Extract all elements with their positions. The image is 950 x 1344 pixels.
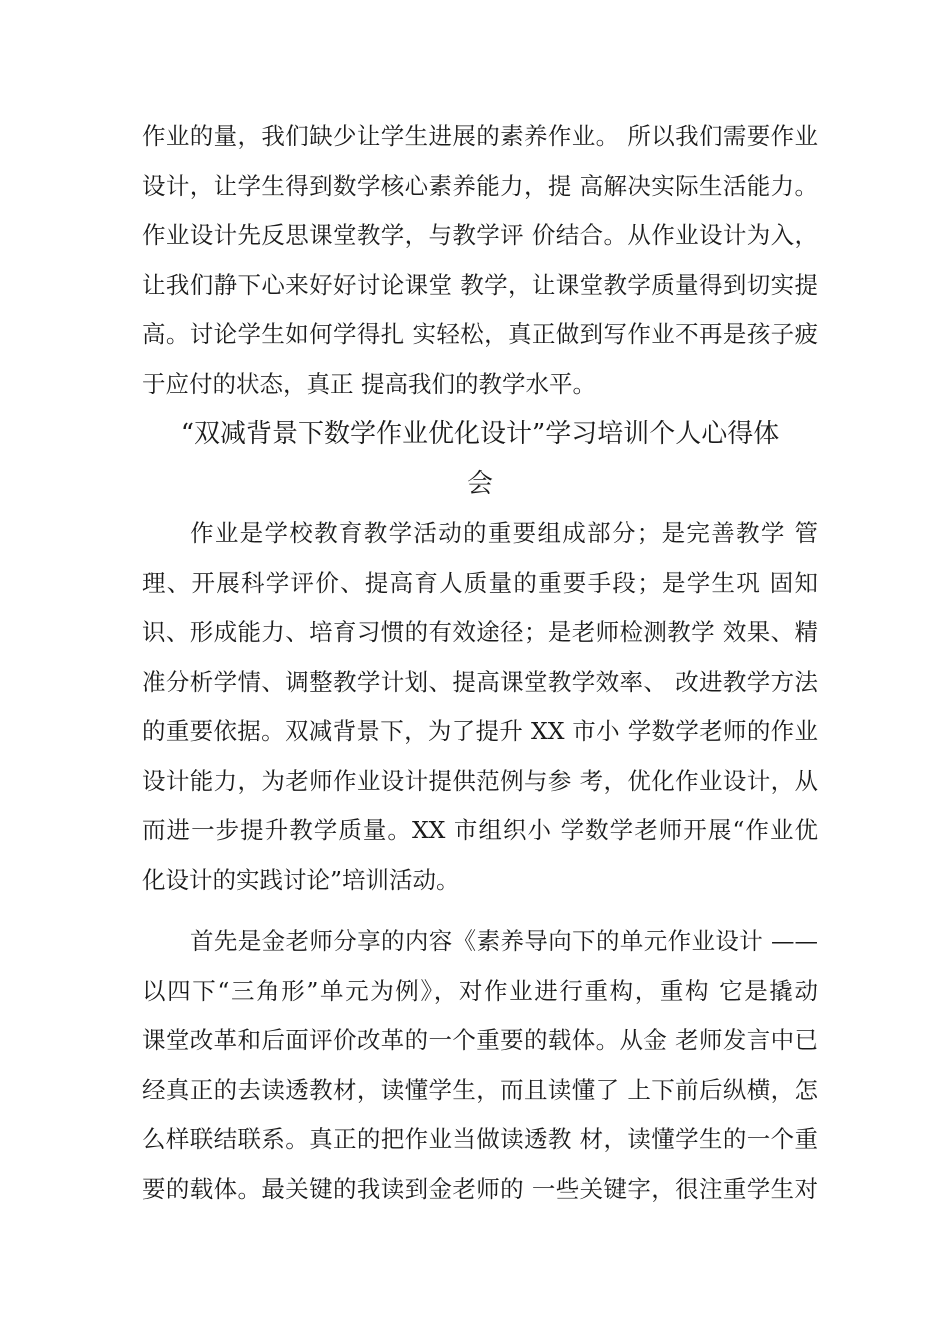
text-line: 作业的量，我们缺少让学生进展的素养作业。 所以我们需要作业 [142, 122, 818, 150]
text-line: 理、开展科学评价、提高育人质量的重要手段；是学生巩 固知 [142, 568, 818, 597]
intro-paragraph [142, 112, 818, 409]
text-line: 要的载体。最关键的我读到金老师的 一些关键字，很注重学生对 [142, 1174, 818, 1203]
article-title [142, 409, 818, 509]
text-line: 的重要依据。双减背景下，为了提升 XX 市小 学数学老师的作业 [142, 717, 818, 745]
text-line: 识、形成能力、培育习惯的有效途径；是老师检测教学 效果、精 [142, 618, 818, 646]
title-line: “双减背景下数学作业优化设计”学习培训个人心得体 [180, 419, 780, 449]
title-line: 会 [466, 469, 493, 499]
text-line: 让我们静下心来好好讨论课堂 教学，让课堂教学质量得到切实提 [142, 270, 818, 299]
text-line: 于应付的状态，真正 提高我们的教学水平。 [142, 369, 596, 398]
text-line: 化设计的实践讨论”培训活动。 [142, 865, 460, 894]
text-line: 而进一步提升教学质量。XX 市组织小 学数学老师开展“作业优 [142, 816, 818, 844]
paragraph-2 [142, 917, 818, 1214]
text-line: 经真正的去读透教材，读懂学生，而且读懂了 上下前后纵横，怎 [142, 1075, 818, 1104]
text-line: 设计能力，为老师作业设计提供范例与参 考，优化作业设计，从 [142, 766, 818, 795]
text-line: 作业是学校教育教学活动的重要组成部分；是完善教学 管 [190, 519, 818, 547]
paragraph-gap [142, 905, 818, 917]
paragraph-1 [142, 509, 818, 905]
text-line: 课堂改革和后面评价改革的一个重要的载体。从金 老师发言中已 [142, 1026, 818, 1054]
text-line: 以四下“三角形”单元为例》，对作业进行重构，重构 它是撬动 [142, 976, 818, 1005]
text-line: 么样联结联系。真正的把作业当做读透教 材，读懂学生的一个重 [142, 1125, 818, 1153]
text-line: 首先是金老师分享的内容《素养导向下的单元作业设计 —— [190, 927, 818, 955]
text-line: 作业设计先反思课堂教学，与教学评 价结合。从作业设计为入， [142, 221, 818, 249]
text-line: 准分析学情、调整教学计划、提高课堂教学效率、 改进教学方法 [142, 667, 818, 696]
text-line: 设计，让学生得到数学核心素养能力，提 高解决实际生活能力。 [142, 171, 818, 200]
text-line: 高。讨论学生如何学得扎 实轻松，真正做到写作业不再是孩子疲 [142, 320, 818, 348]
